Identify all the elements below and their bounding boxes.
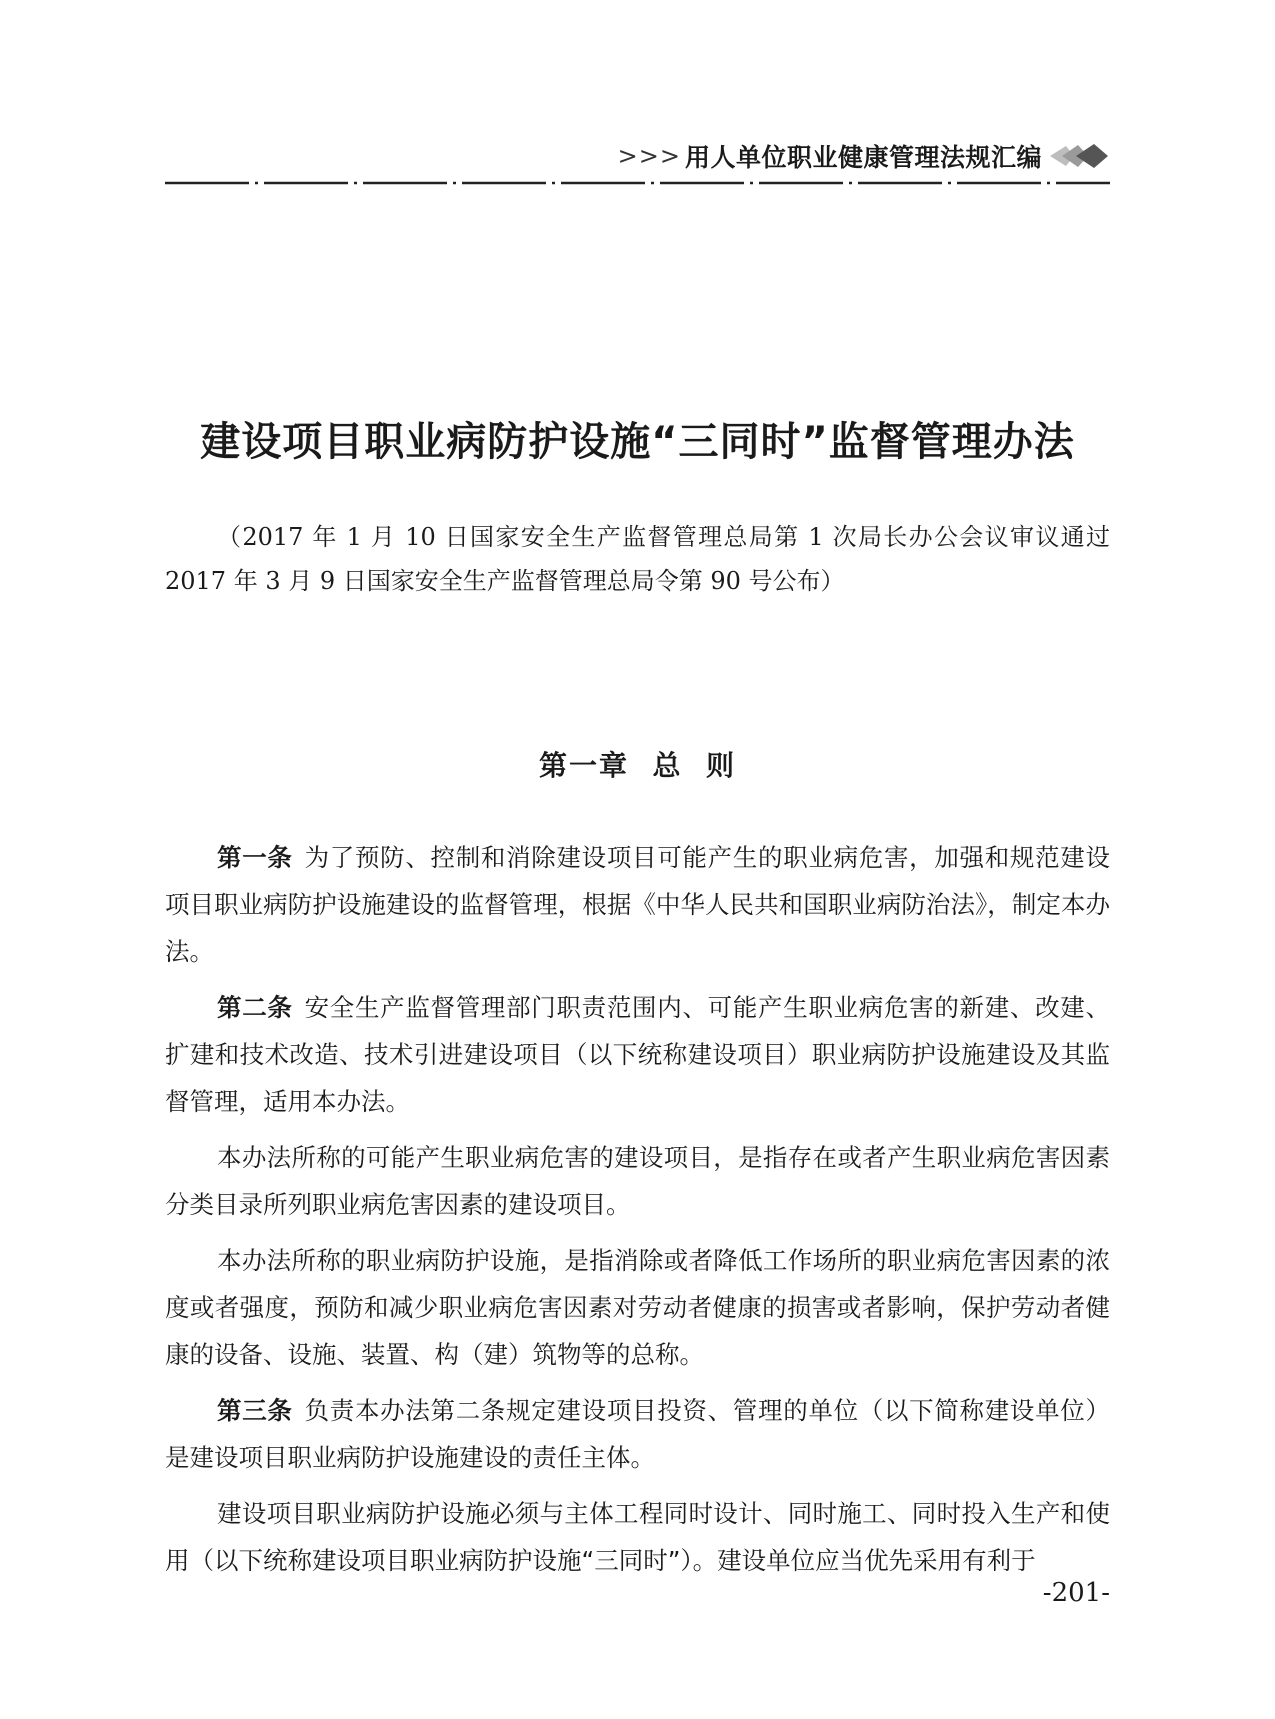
paragraph-text: 本办法所称的职业病防护设施，是指消除或者降低工作场所的职业病危害因素的浓度或者强度，预防和减少职业病危害因素对劳动者健康的损害或者影响，保护劳动者健康的设备、设施、装置、构（建）筑物等的总称。 [165, 1246, 1110, 1369]
article-label: 第二条 [217, 993, 293, 1022]
header-rule [165, 180, 1110, 186]
header-title: 用人单位职业健康管理法规汇编 [684, 143, 1042, 172]
paragraph [165, 1237, 1110, 1378]
paragraph [165, 1490, 1110, 1584]
paragraph [165, 834, 1110, 975]
paragraph-text: 建设项目职业病防护设施必须与主体工程同时设计、同时施工、同时投入生产和使用（以下统称建设项目职业病防护设施“三同时”）。建设单位应当优先采用有利于 [165, 1499, 1110, 1575]
paragraph-text: 安全生产监督管理部门职责范围内、可能产生职业病危害的新建、改建、扩建和技术改造、技术引进建设项目（以下统称建设项目）职业病防护设施建设及其监督管理，适用本办法。 [165, 993, 1111, 1116]
enactment-note: （2017 年 1 月 10 日国家安全生产监督管理总局第 1 次局长办公会议审议通过 2017 年 3 月 9 日国家安全生产监督管理总局令第 90 号公布） [165, 523, 1110, 595]
body-text [165, 834, 1110, 1593]
paragraph-text: 负责本办法第二条规定建设项目投资、管理的单位（以下简称建设单位）是建设项目职业病防护设施建设的责任主体。 [165, 1396, 1111, 1472]
running-header [618, 136, 1110, 176]
paragraph-text: 为了预防、控制和消除建设项目可能产生的职业病危害，加强和规范建设项目职业病防护设施建设的监督管理，根据《中华人民共和国职业病防治法》，制定本办法。 [165, 843, 1111, 966]
diamond-ornament-icon [1048, 142, 1110, 170]
paragraph [165, 984, 1110, 1125]
paragraph [165, 1134, 1110, 1228]
paragraph-text: 本办法所称的可能产生职业病危害的建设项目，是指存在或者产生职业病危害因素分类目录所列职业病危害因素的建设项目。 [165, 1143, 1110, 1219]
paragraph [165, 1387, 1110, 1481]
document-title: 建设项目职业病防护设施“三同时”监督管理办法 [200, 419, 1075, 465]
header-arrows: >>> [617, 142, 681, 170]
page-number: -201- [1042, 1578, 1110, 1608]
article-label: 第一条 [217, 843, 293, 872]
chapter-heading: 第一章 总 则 [539, 749, 736, 782]
article-label: 第三条 [217, 1396, 293, 1425]
